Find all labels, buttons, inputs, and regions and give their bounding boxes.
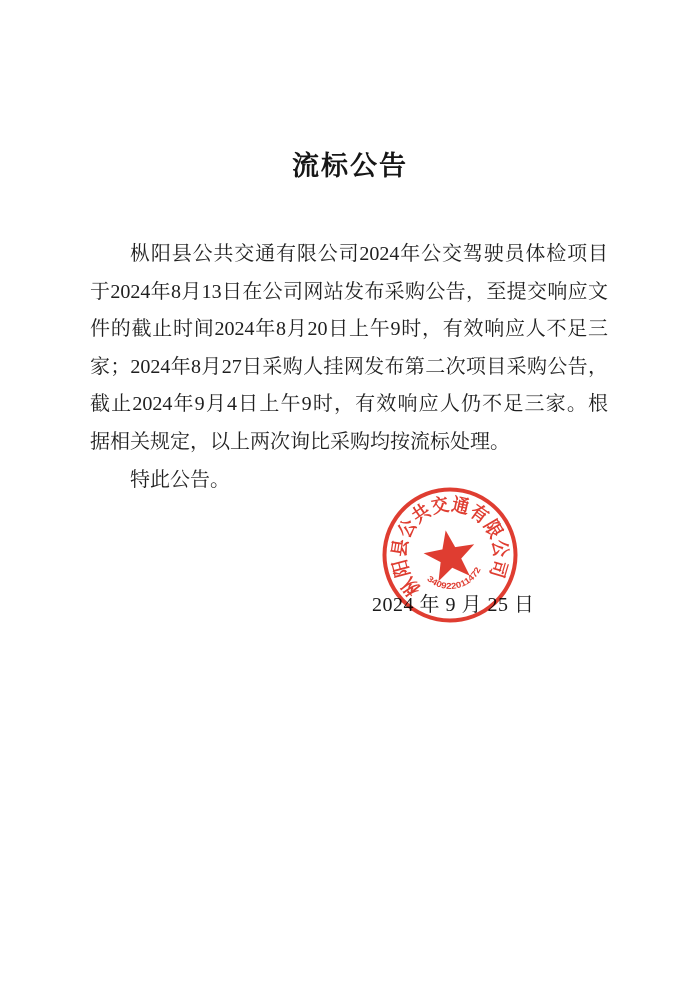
stamp-code-text: 340922011472	[425, 565, 483, 591]
page-title: 流标公告	[292, 151, 408, 181]
document-date: 2024 年 9 月 25 日	[372, 594, 535, 616]
paragraph-line: 枞阳县公共交通有限公司2024年公交驾驶员体检项目	[130, 243, 608, 265]
paragraph-line: 家；2024年8月27日采购人挂网发布第二次项目采购公告，	[90, 355, 608, 378]
company-seal-stamp	[375, 480, 525, 630]
paragraph-line: 截止2024年9月4日上午9时，有效响应人仍不足三家。根	[90, 393, 608, 416]
paragraph-line: 件的截止时间2024年8月20日上午9时，有效响应人不足三	[90, 318, 608, 341]
paragraph-line: 据相关规定，以上两次询比采购均按流标处理。	[90, 430, 510, 453]
document-body	[90, 236, 608, 499]
closing-line: 特此公告。	[130, 468, 230, 491]
stamp-company-text: 枞阳县公共交通有限公司	[389, 494, 511, 600]
paragraph-line: 于2024年8月13日在公司网站发布采购公告，至提交响应文	[90, 280, 608, 303]
